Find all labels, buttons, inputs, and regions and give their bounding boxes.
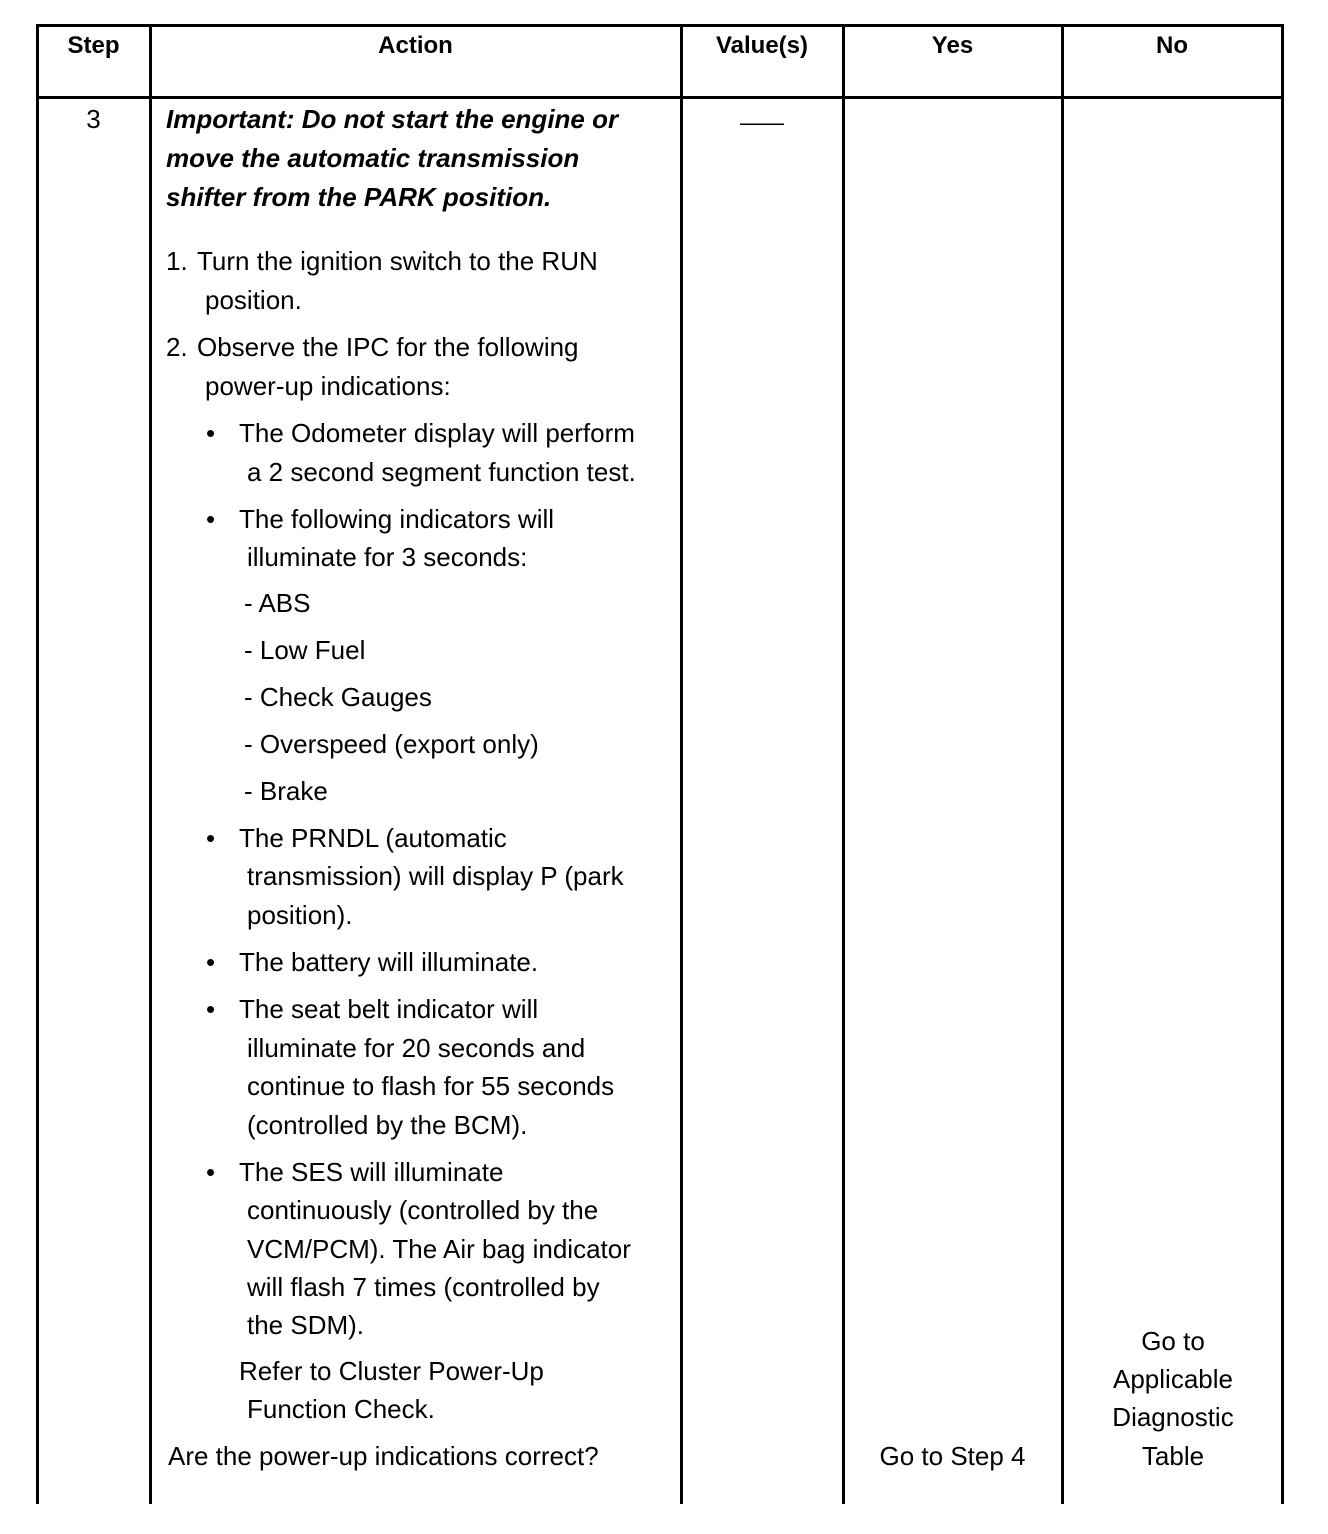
- bullet-text: The PRNDL (automatic: [239, 823, 507, 853]
- bullet-dot: •: [206, 994, 216, 1024]
- bullet-text: transmission) will display P (park: [247, 861, 624, 891]
- bullet-dot: •: [206, 947, 216, 977]
- step-number: 3: [86, 104, 101, 134]
- bullet-text: the SDM).: [247, 1310, 365, 1340]
- value-dash: ——: [740, 110, 784, 135]
- refer-line: Function Check.: [247, 1394, 435, 1424]
- bullet-dot: •: [206, 504, 216, 534]
- indicator-item: - Overspeed (export only): [244, 729, 539, 759]
- indicator-item: - Brake: [244, 776, 328, 806]
- bullet-text: position).: [247, 900, 353, 930]
- item-text: position.: [205, 285, 302, 315]
- bullet-text: VCM/PCM). The Air bag indicator: [247, 1234, 631, 1264]
- item-text: power-up indications:: [205, 371, 451, 401]
- bullet-text: continue to flash for 55 seconds: [247, 1071, 615, 1101]
- bullet-text: The SES will illuminate: [239, 1157, 504, 1187]
- bullet-dot: •: [206, 823, 216, 853]
- bullet-text: (controlled by the BCM).: [247, 1110, 528, 1140]
- bullet-text: The battery will illuminate.: [239, 947, 539, 977]
- indicator-item: - Check Gauges: [244, 682, 432, 712]
- bullet-text: will flash 7 times (controlled by: [247, 1272, 600, 1302]
- refer-line: Refer to Cluster Power-Up: [239, 1356, 544, 1386]
- bullet-text: The following indicators will: [239, 504, 555, 534]
- bullet-text: illuminate for 3 seconds:: [247, 542, 528, 572]
- bullet-text: The Odometer display will perform: [239, 418, 635, 448]
- item-text: Observe the IPC for the following: [197, 332, 579, 362]
- header-action: Action: [378, 32, 453, 59]
- important-line: shifter from the PARK position.: [166, 182, 552, 212]
- header-no: No: [1156, 32, 1188, 59]
- no-result-line: Table: [1141, 1441, 1205, 1471]
- bullet-text: continuously (controlled by the: [247, 1195, 599, 1225]
- item-text: Turn the ignition switch to the RUN: [197, 246, 598, 276]
- indicator-item: - Low Fuel: [244, 635, 366, 665]
- bullet-text: The seat belt indicator will: [239, 994, 539, 1024]
- item-number: 2.: [166, 332, 188, 362]
- no-result-line: Applicable: [1113, 1364, 1233, 1394]
- bullet-text: a 2 second segment function test.: [247, 457, 636, 487]
- header-step: Step: [67, 32, 120, 59]
- item-number: 1.: [166, 246, 188, 276]
- header-yes: Yes: [931, 32, 974, 59]
- no-result-line: Go to: [1141, 1326, 1205, 1356]
- bullet-text: illuminate for 20 seconds and: [247, 1033, 586, 1063]
- bullet-dot: •: [206, 1157, 216, 1187]
- important-line: move the automatic transmission: [166, 143, 580, 173]
- yes-result: Go to Step 4: [879, 1441, 1026, 1471]
- important-line: Important: Do not start the engine or: [166, 104, 619, 134]
- bullet-dot: •: [206, 418, 216, 448]
- indicator-item: - ABS: [244, 588, 311, 618]
- no-result-line: Diagnostic: [1112, 1402, 1234, 1432]
- question-text: Are the power-up indications correct?: [168, 1441, 599, 1471]
- header-values: Value(s): [715, 32, 809, 59]
